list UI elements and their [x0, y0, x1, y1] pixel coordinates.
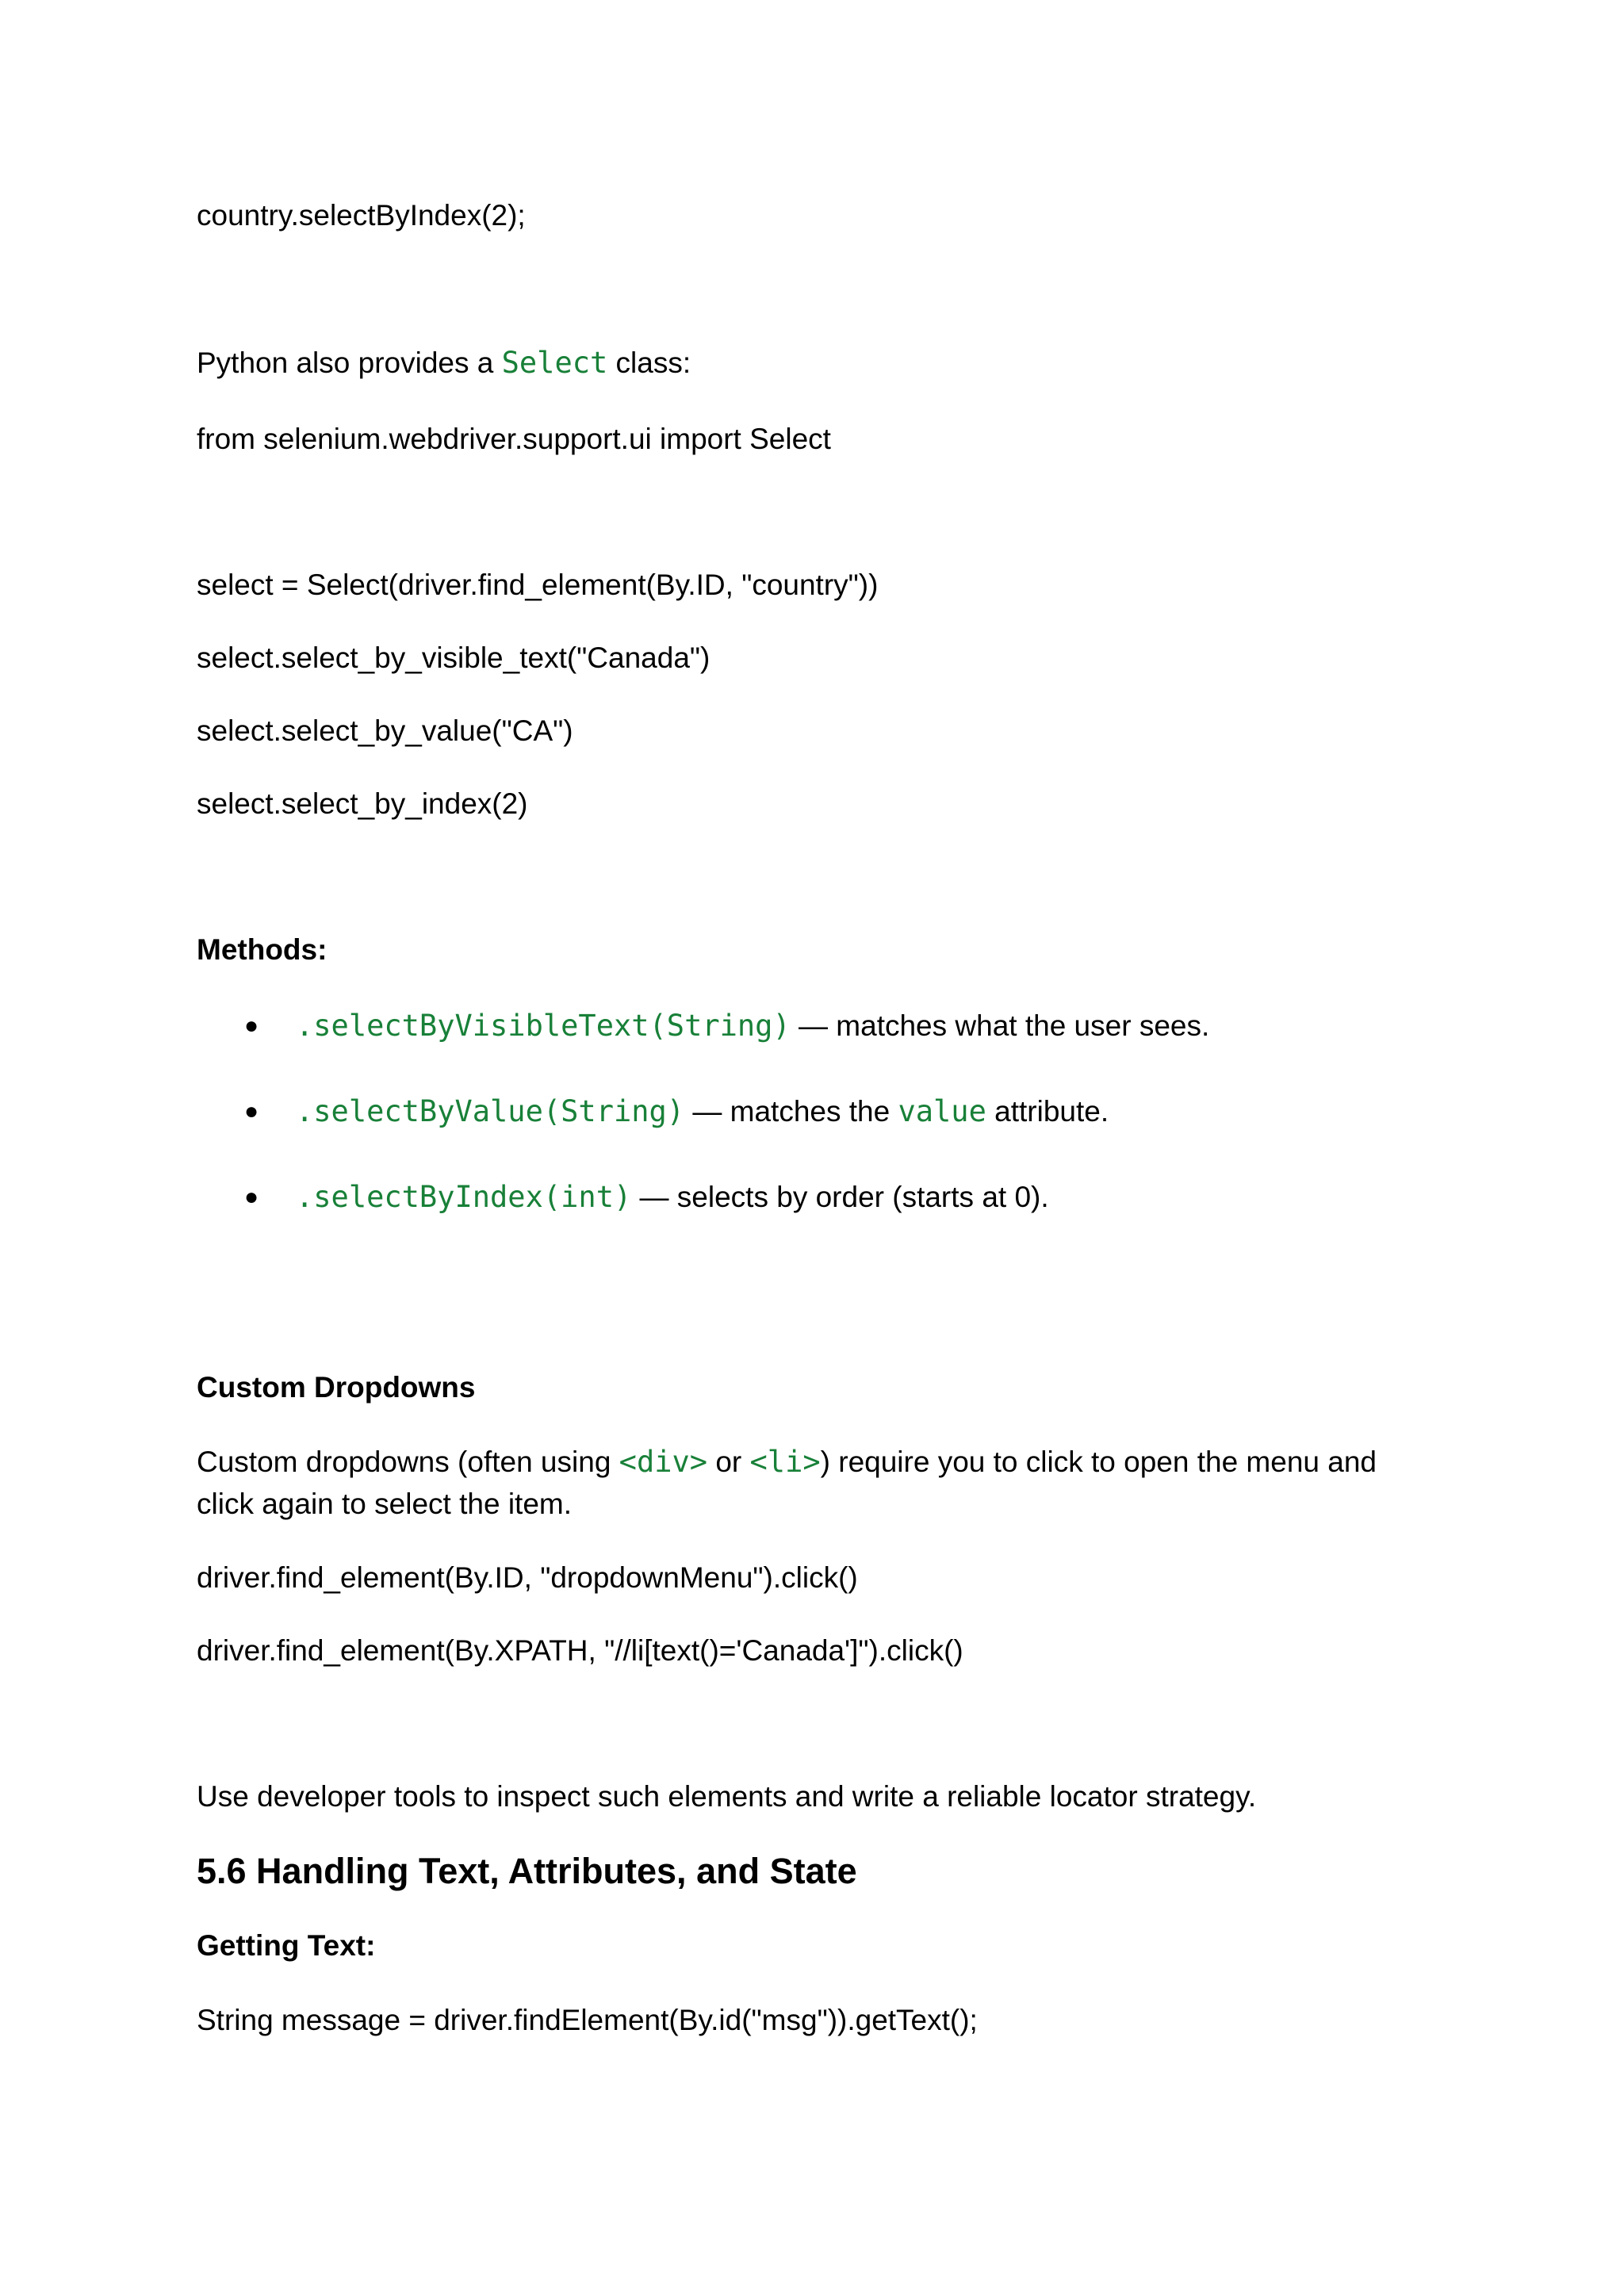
python-select-intro	[197, 343, 691, 384]
inline-code-method: .selectByVisibleText(String)	[296, 1009, 791, 1043]
inline-code-li: <li>	[749, 1445, 821, 1479]
method-description: — matches what the user sees.	[790, 1009, 1210, 1042]
custom-dropdowns-heading: Custom Dropdowns	[197, 1371, 476, 1404]
methods-heading: Methods:	[197, 933, 327, 966]
bullet-icon: ●	[244, 1013, 259, 1039]
paragraph-text: ) require you to click to open the menu and click again to select the item.	[197, 1446, 1377, 1520]
inline-code-select: Select	[501, 346, 608, 380]
method-bullet-index	[197, 1177, 1465, 1218]
custom-dropdowns-paragraph	[197, 1441, 1434, 1525]
bullet-icon: ●	[244, 1184, 259, 1210]
bullet-icon: ●	[244, 1098, 259, 1124]
method-bullet-value	[197, 1091, 1465, 1132]
inline-code-method: .selectByValue(String)	[296, 1094, 685, 1128]
inline-code-method: .selectByIndex(int)	[296, 1180, 632, 1214]
getting-text-heading: Getting Text:	[197, 1929, 376, 1962]
code-line-visible-text: select.select_by_visible_text("Canada")	[197, 641, 710, 674]
python-intro-suffix: class:	[607, 347, 691, 379]
bullet-content	[296, 1005, 1209, 1047]
inline-code-div: <div>	[619, 1445, 708, 1479]
code-line-value: select.select_by_value("CA")	[197, 714, 573, 747]
bullet-content	[296, 1177, 1049, 1218]
paragraph-text: or	[707, 1446, 750, 1478]
method-bullet-visible-text	[197, 1005, 1465, 1047]
method-description-suffix: attribute.	[986, 1095, 1109, 1128]
developer-tools-tip: Use developer tools to inspect such elements and write a reliable locator strategy.	[197, 1780, 1257, 1813]
inline-code-value: value	[898, 1094, 986, 1128]
code-line-index: select.select_by_index(2)	[197, 787, 528, 820]
bullet-content	[296, 1091, 1109, 1132]
method-description: — matches the	[684, 1095, 898, 1128]
code-line-select-by-index: country.selectByIndex(2);	[197, 199, 526, 232]
paragraph-text: Custom dropdowns (often using	[197, 1446, 619, 1478]
code-line-xpath-click: driver.find_element(By.XPATH, "//li[text()='Canada']").click()	[197, 1634, 963, 1667]
code-line-get-text: String message = driver.findElement(By.id("msg")).getText();	[197, 2004, 978, 2036]
section-heading-5-6: 5.6 Handling Text, Attributes, and State	[197, 1851, 857, 1891]
method-description: — selects by order (starts at 0).	[631, 1181, 1049, 1213]
code-line-select-init: select = Select(driver.find_element(By.ID, "country"))	[197, 569, 879, 601]
code-line-dropdown-click: driver.find_element(By.ID, "dropdownMenu").click()	[197, 1561, 858, 1594]
python-intro-text: Python also provides a	[197, 347, 502, 379]
code-line-import: from selenium.webdriver.support.ui import Select	[197, 423, 831, 455]
